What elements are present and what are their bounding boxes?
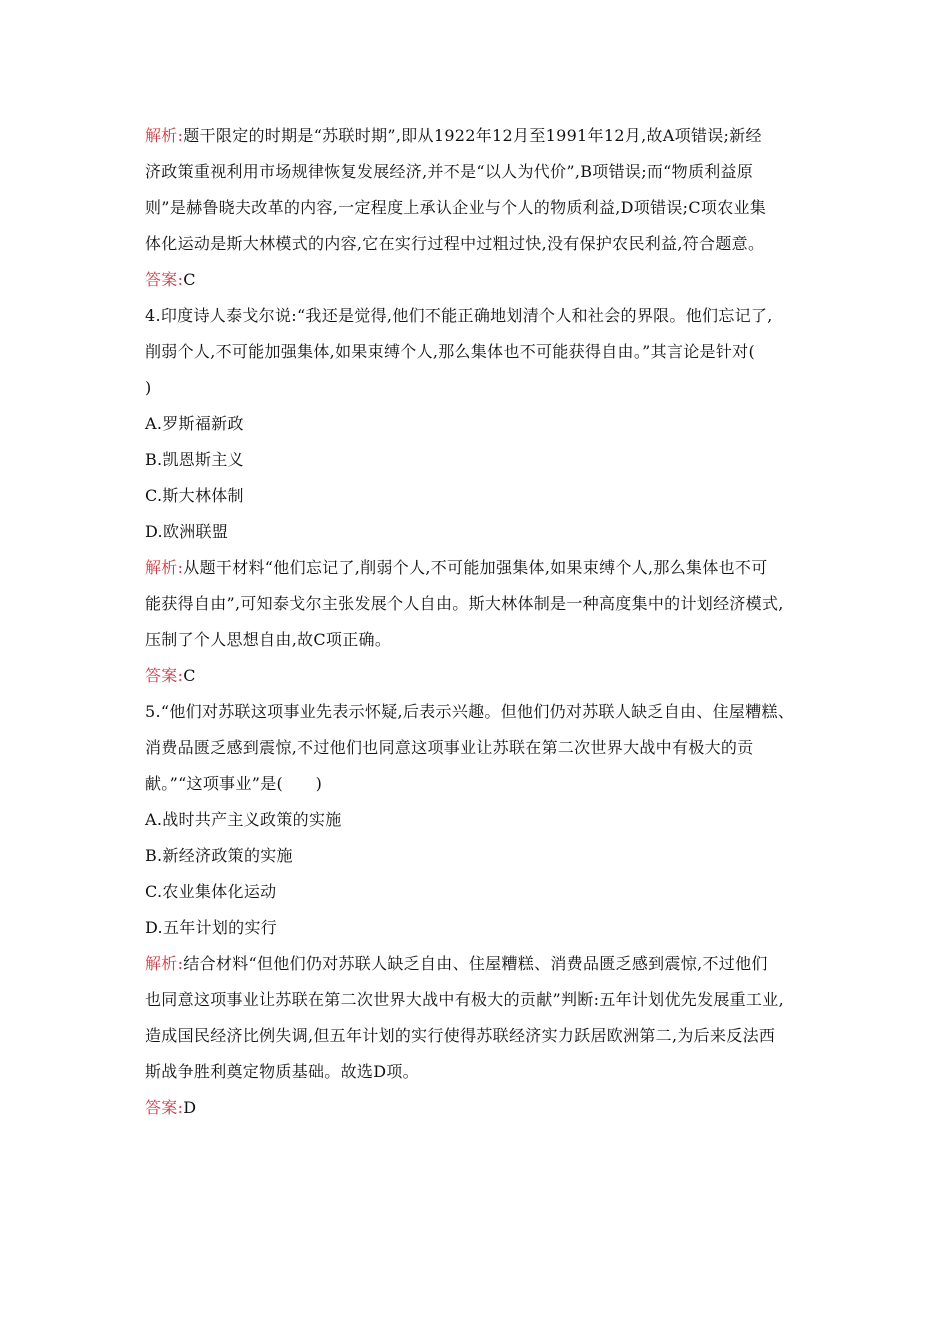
analysis-label: 解析: (145, 558, 184, 577)
option-b: B.凯恩斯主义 (145, 450, 244, 469)
option-d: D.欧洲联盟 (145, 522, 229, 541)
question-stem: 5.“他们对苏联这项事业先表示怀疑,后表示兴趣。但他们仍对苏联人缺乏自由、住屋糟糕、 (145, 702, 795, 721)
question-stem: 4.印度诗人泰戈尔说:“我还是觉得,他们不能正确地划清个人和社会的界限。他们忘记了, (145, 306, 773, 325)
analysis-line: 则”是赫鲁晓夫改革的内容,一定程度上承认企业与个人的物质利益,D项错误;C项农业集 (145, 198, 767, 217)
option-b: B.新经济政策的实施 (145, 846, 293, 865)
option-a: A.罗斯福新政 (145, 414, 244, 433)
answer-value: C (183, 270, 196, 289)
analysis-line: 解析:题干限定的时期是“苏联时期”,即从1922年12月至1991年12月,故A项错误;新经 (145, 126, 762, 145)
analysis-label: 解析: (145, 126, 184, 145)
answer-value: C (183, 666, 196, 685)
answer-line (145, 262, 825, 298)
analysis-line: 能获得自由”,可知泰戈尔主张发展个人自由。斯大林体制是一种高度集中的计划经济模式, (145, 594, 784, 613)
analysis-line: 解析:结合材料“但他们仍对苏联人缺乏自由、住屋糟糕、消费品匮乏感到震惊,不过他们 (145, 954, 768, 973)
question-stem: 消费品匮乏感到震惊,不过他们也同意这项事业让苏联在第二次世界大战中有极大的贡 (145, 738, 754, 757)
option-a: A.战时共产主义政策的实施 (145, 810, 342, 829)
analysis-line: 也同意这项事业让苏联在第二次世界大战中有极大的贡献”判断:五年计划优先发展重工业, (145, 990, 784, 1009)
analysis-label: 解析: (145, 954, 184, 973)
answer-line (145, 658, 825, 694)
answer-label: 答案: (145, 666, 184, 685)
analysis-line: 济政策重视利用市场规律恢复发展经济,并不是“以人为代价”,B项错误;而“物质利益原 (145, 162, 754, 181)
option-c: C.斯大林体制 (145, 486, 244, 505)
question-stem: 削弱个人,不可能加强集体,如果束缚个人,那么集体也不可能获得自由。”其言论是针对( (145, 342, 755, 361)
question-stem: ) (145, 378, 152, 397)
analysis-line: 压制了个人思想自由,故C项正确。 (145, 630, 392, 649)
answer-label: 答案: (145, 270, 184, 289)
document-page (145, 118, 825, 1126)
analysis-line: 解析:从题干材料“他们忘记了,削弱个人,不可能加强集体,如果束缚个人,那么集体也不可 (145, 558, 768, 577)
analysis-line: 造成国民经济比例失调,但五年计划的实行使得苏联经济实力跃居欧洲第二,为后来反法西 (145, 1026, 776, 1045)
option-d: D.五年计划的实行 (145, 918, 278, 937)
answer-value: D (183, 1098, 197, 1117)
option-c: C.农业集体化运动 (145, 882, 277, 901)
question-stem: 献。”“这项事业”是( ) (145, 774, 323, 793)
analysis-line: 体化运动是斯大林模式的内容,它在实行过程中过粗过快,没有保护农民利益,符合题意。 (145, 234, 765, 253)
answer-line (145, 1090, 825, 1126)
analysis-line: 斯战争胜利奠定物质基础。故选D项。 (145, 1062, 419, 1081)
answer-label: 答案: (145, 1098, 184, 1117)
